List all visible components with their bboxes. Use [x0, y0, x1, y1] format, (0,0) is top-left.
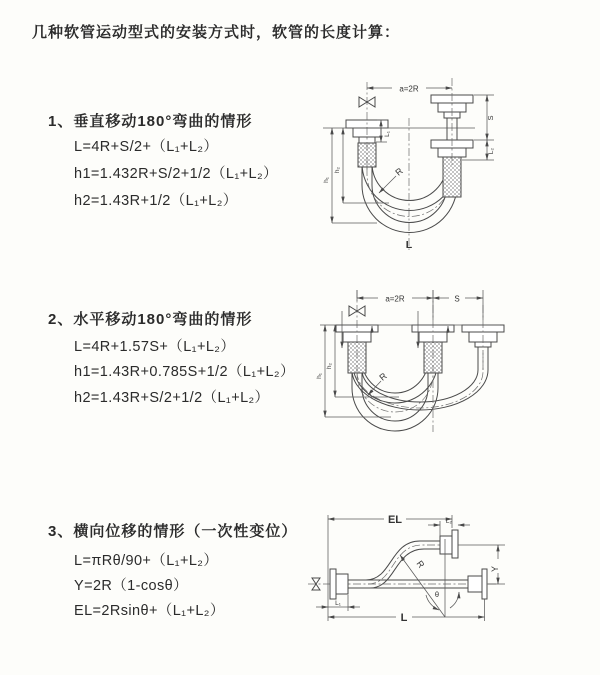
dim-label-h2: h₂ — [334, 166, 341, 174]
radius-annotation — [400, 555, 445, 617]
lower-right-flange — [468, 569, 487, 599]
dim-label-y: Y — [490, 565, 500, 573]
dimension-s — [433, 295, 483, 304]
dim-label-l2: L₂ — [488, 147, 495, 155]
dim-label-l1: L₁ — [384, 131, 391, 137]
dim-label-l: L — [405, 239, 413, 251]
dim-label-r: R — [414, 558, 427, 570]
section-3-formula-L: L=πRθ/90+（L₁+L₂） — [74, 553, 219, 569]
page-title: 几种软管运动型式的安装方式时，软管的长度计算： — [32, 24, 401, 41]
dim-label-h1: h₁ — [323, 177, 330, 183]
braided-hose-section — [443, 157, 461, 197]
dim-label-theta: θ — [434, 590, 440, 599]
dim-label-el: EL — [387, 514, 403, 526]
section-3-formula-Y: Y=2R（1-cosθ） — [74, 578, 188, 594]
dimension-l2 — [487, 140, 495, 160]
section-1-formula-L: L=4R+S/2+（L₁+L₂） — [74, 139, 219, 155]
dimension-a2r — [367, 85, 452, 94]
dim-label-r: R — [377, 370, 389, 383]
dim-label-h1: h₁ — [316, 373, 323, 379]
section-1-formula-h1: h1=1.432R+S/2+1/2（L₁+L₂） — [74, 166, 278, 182]
dim-label-l1: L₁ — [335, 600, 341, 607]
section-2-formula-h1: h1=1.43R+0.785S+1/2（L₁+L₂） — [74, 364, 295, 380]
left-flange — [330, 569, 348, 599]
section-1-heading: 1、垂直移动180°弯曲的情形 — [48, 113, 253, 130]
dim-label-a2r: a=2R — [385, 294, 405, 304]
dim-label-h2: h₂ — [326, 362, 333, 370]
dimension-extension-lines — [357, 290, 483, 320]
dimension-l — [328, 599, 485, 624]
dimension-l2 — [428, 518, 470, 536]
dim-label-l: L — [400, 612, 408, 624]
hose-s-curve-displaced — [348, 541, 440, 588]
dimension-l1 — [316, 595, 360, 611]
section-3-heading: 3、横向位移的情形（一次性变位） — [48, 523, 298, 540]
dim-label-a2r: a=2R — [399, 84, 419, 94]
dim-label-l2: L₂ — [445, 518, 453, 525]
section-1-formula-h2: h2=1.43R+1/2（L₁+L₂） — [74, 193, 238, 209]
diagram-lateral-displacement — [300, 495, 600, 660]
section-2-formula-L: L=4R+1.57S+（L₁+L₂） — [74, 339, 236, 355]
dimension-a2r — [357, 295, 433, 304]
hose-u-bend-displaced — [352, 347, 488, 410]
section-2-formula-h2: h2=1.43R+S/2+1/2（L₁+L₂） — [74, 390, 270, 406]
dim-label-s: S — [486, 115, 495, 121]
dim-label-r: R — [393, 165, 405, 178]
upper-right-flange — [440, 530, 458, 558]
dim-label-s: S — [454, 294, 460, 304]
section-2-heading: 2、水平移动180°弯曲的情形 — [48, 311, 253, 328]
section-3-formula-EL: EL=2Rsinθ+（L₁+L₂） — [74, 603, 225, 619]
diagram-horizontal-180-bend — [315, 280, 600, 465]
diagram-vertical-180-bend — [315, 70, 600, 260]
dimension-el — [328, 514, 452, 621]
angle-annotation — [426, 590, 459, 610]
radius-annotation — [379, 165, 405, 193]
